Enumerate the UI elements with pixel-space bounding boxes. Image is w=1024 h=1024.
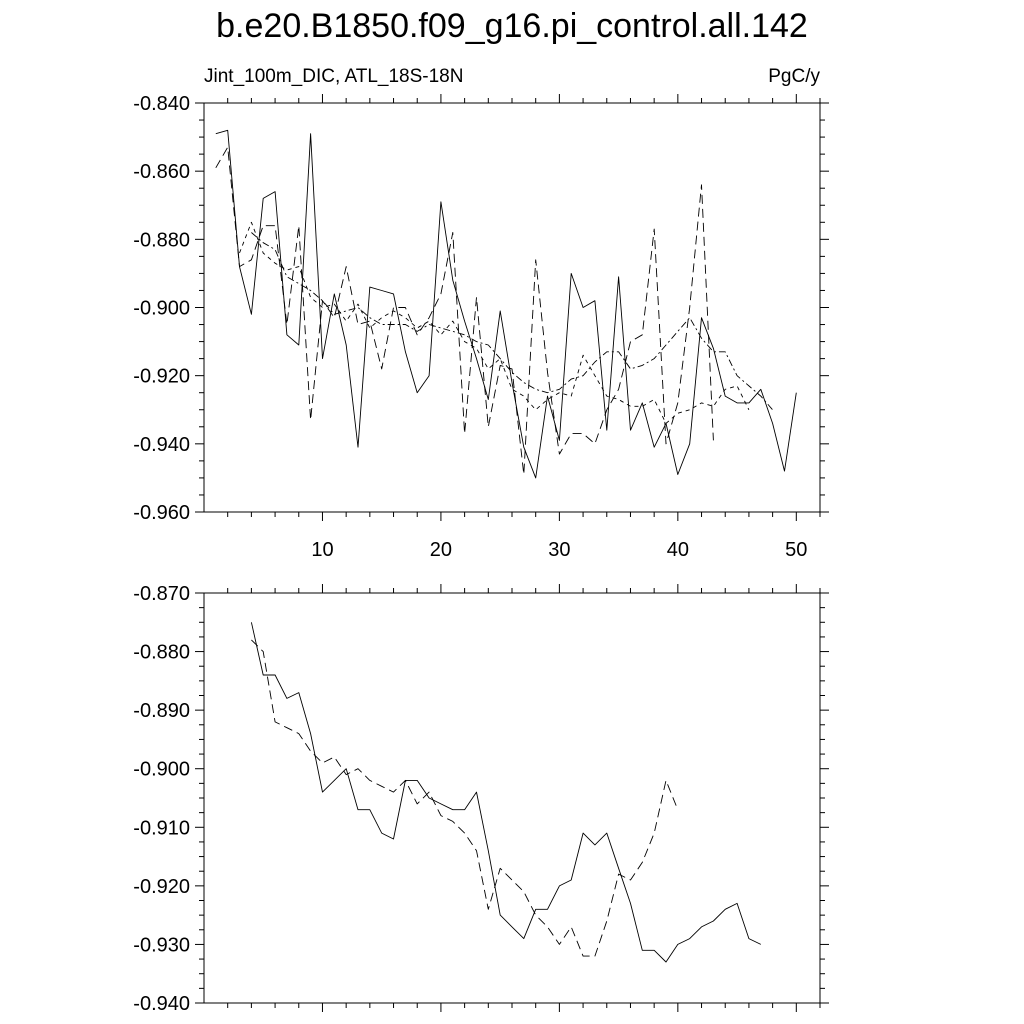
x-tick-label: 50 — [785, 539, 808, 561]
series-line-dashed — [216, 147, 714, 474]
chart-subtitle-variable: Jint_100m_DIC, ATL_18S-18N — [204, 66, 464, 87]
top-plot — [133, 93, 829, 561]
x-tick-label: 10 — [311, 539, 334, 561]
series-line-solid — [251, 622, 760, 962]
chart-title: b.e20.B1850.f09_g16.pi_control.all.142 — [216, 7, 808, 45]
y-tick-label: -0.940 — [133, 993, 190, 1015]
series-line-short-dash — [240, 222, 749, 423]
series-line-dashed — [251, 640, 677, 956]
bottom-plot — [133, 583, 829, 1015]
y-tick-label: -0.860 — [133, 161, 190, 184]
chart-subtitle-units: PgC/y — [768, 66, 820, 87]
y-tick-label: -0.960 — [133, 502, 190, 524]
y-tick-label: -0.900 — [133, 758, 190, 781]
series-line-solid — [216, 130, 797, 478]
x-tick-label: 40 — [666, 539, 689, 561]
y-tick-label: -0.920 — [133, 875, 190, 898]
y-tick-label: -0.930 — [133, 934, 190, 957]
plot-frame — [204, 103, 820, 512]
plot-frame — [204, 593, 820, 1003]
y-tick-label: -0.890 — [133, 700, 190, 723]
y-tick-label: -0.880 — [133, 641, 190, 664]
y-tick-label: -0.840 — [133, 93, 190, 115]
y-tick-label: -0.910 — [133, 817, 190, 840]
y-tick-label: -0.920 — [133, 365, 190, 388]
x-tick-label: 20 — [429, 539, 453, 561]
x-tick-label: 30 — [548, 539, 571, 561]
y-tick-label: -0.870 — [133, 583, 190, 605]
y-tick-label: -0.940 — [133, 433, 190, 456]
y-tick-label: -0.900 — [133, 297, 190, 320]
y-tick-label: -0.880 — [133, 229, 190, 252]
